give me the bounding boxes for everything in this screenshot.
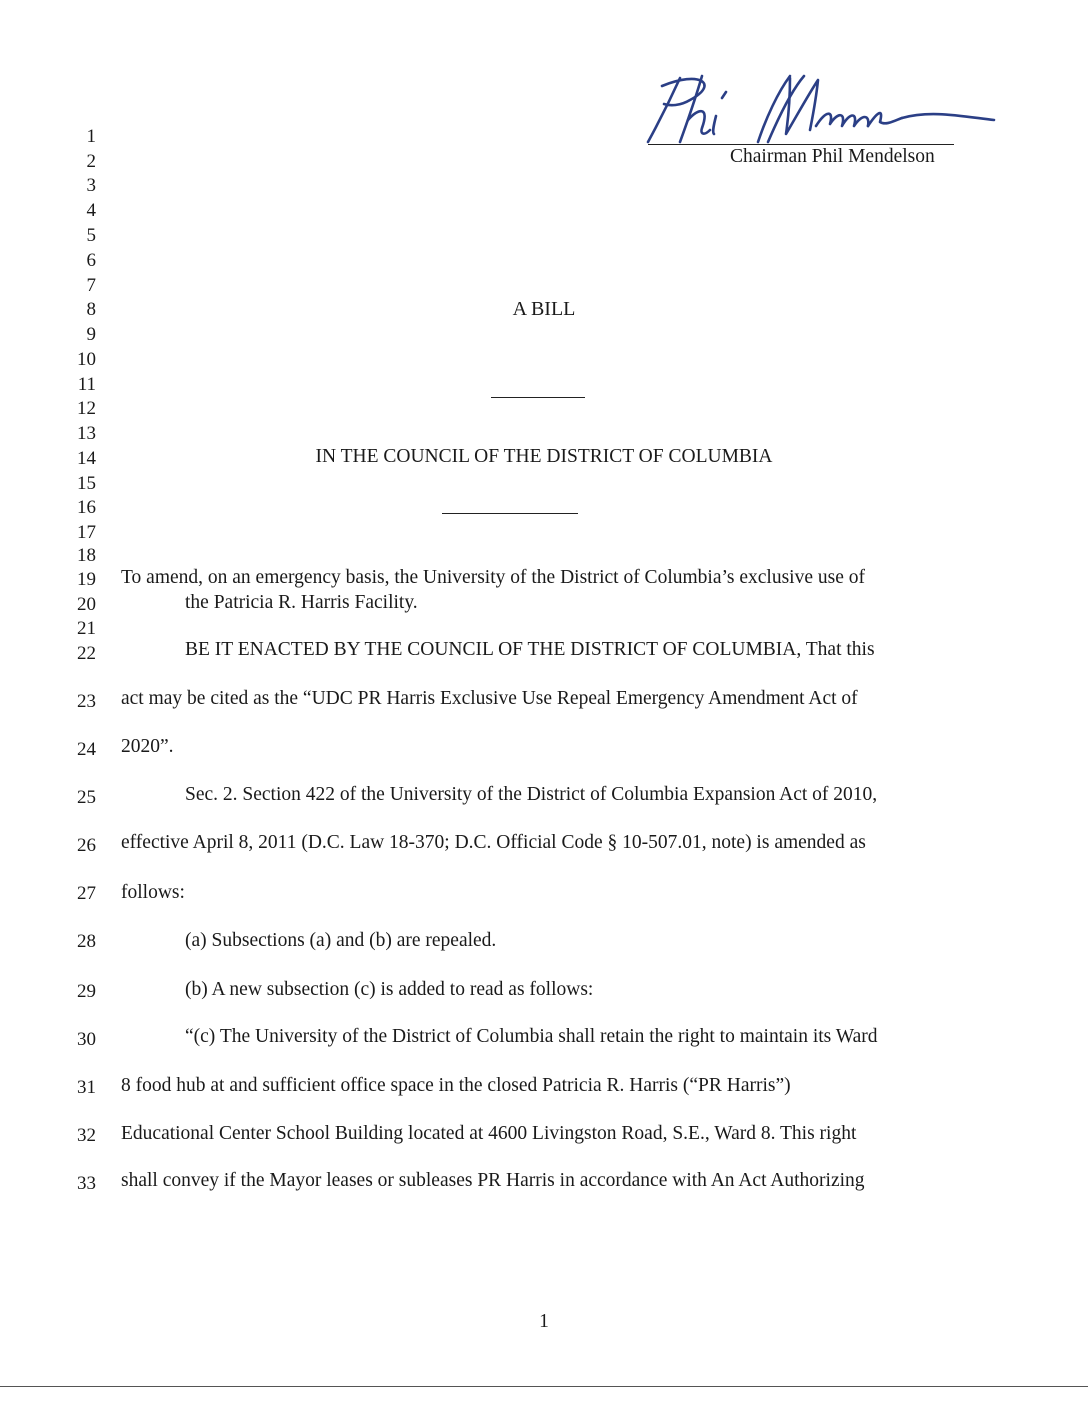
body-line-22: BE IT ENACTED BY THE COUNCIL OF THE DISTRICT OF COLUMBIA, That this <box>185 639 875 660</box>
line-number: 33 <box>77 1173 96 1194</box>
line-number: 30 <box>77 1029 96 1050</box>
body-line-31: 8 food hub at and sufficient office space in the closed Patricia R. Harris (“PR Harris”) <box>121 1075 791 1096</box>
line-number: 15 <box>77 473 96 494</box>
line-number: 22 <box>77 643 96 664</box>
line-number: 10 <box>77 349 96 370</box>
body-line-26: effective April 8, 2011 (D.C. Law 18-370; D.C. Official Code § 10-507.01, note) is amended as <box>121 832 866 853</box>
body-line-25: Sec. 2. Section 422 of the University of the District of Columbia Expansion Act of 2010, <box>185 784 878 805</box>
line-number: 31 <box>77 1077 96 1098</box>
page-number: 1 <box>539 1311 549 1332</box>
line-number: 25 <box>77 787 96 808</box>
line-number: 29 <box>77 981 96 1002</box>
line-number: 28 <box>77 931 96 952</box>
line-number: 12 <box>77 398 96 419</box>
line-number: 4 <box>86 200 96 221</box>
line-number: 3 <box>86 175 96 196</box>
title-clause-line-2: the Patricia R. Harris Facility. <box>185 592 418 613</box>
line-number: 5 <box>86 225 96 246</box>
line-number: 32 <box>77 1125 96 1146</box>
line-number: 11 <box>77 374 96 395</box>
line-number: 27 <box>77 883 96 904</box>
bill-number-blank <box>491 397 585 398</box>
signer-name: Chairman Phil Mendelson <box>730 146 935 167</box>
body-line-28: (a) Subsections (a) and (b) are repealed. <box>185 930 497 951</box>
body-line-27: follows: <box>121 882 185 903</box>
line-number: 2 <box>86 151 96 172</box>
line-number: 18 <box>77 545 96 566</box>
council-heading: IN THE COUNCIL OF THE DISTRICT OF COLUMBIA <box>315 446 773 467</box>
line-number: 17 <box>77 522 96 543</box>
body-line-23: act may be cited as the “UDC PR Harris Exclusive Use Repeal Emergency Amendment Act of <box>121 688 858 709</box>
body-line-24: 2020”. <box>121 736 174 757</box>
line-number: 13 <box>77 423 96 444</box>
body-line-33: shall convey if the Mayor leases or subleases PR Harris in accordance with An Act Authorizing <box>121 1170 865 1191</box>
bill-title: A BILL <box>512 298 576 320</box>
scan-edge-line <box>0 1386 1088 1387</box>
line-number: 19 <box>77 569 96 590</box>
line-number: 1 <box>86 126 96 147</box>
line-number: 23 <box>77 691 96 712</box>
line-number: 24 <box>77 739 96 760</box>
signature-line <box>648 144 954 145</box>
line-number: 26 <box>77 835 96 856</box>
line-number: 14 <box>77 448 96 469</box>
line-number: 6 <box>86 250 96 271</box>
line-number: 20 <box>77 594 96 615</box>
signature-image <box>640 70 1000 150</box>
body-line-30: “(c) The University of the District of Columbia shall retain the right to maintain its Ward <box>185 1026 878 1047</box>
title-clause-line-1: To amend, on an emergency basis, the University of the District of Columbia’s exclusive use of <box>121 567 865 588</box>
line-number: 9 <box>86 324 96 345</box>
body-line-29: (b) A new subsection (c) is added to read as follows: <box>185 979 594 1000</box>
body-line-32: Educational Center School Building located at 4600 Livingston Road, S.E., Ward 8. This right <box>121 1123 857 1144</box>
line-number: 7 <box>86 275 96 296</box>
heading-rule <box>442 513 578 514</box>
line-number: 8 <box>86 299 96 320</box>
line-number: 21 <box>77 618 96 639</box>
line-number: 16 <box>77 497 96 518</box>
